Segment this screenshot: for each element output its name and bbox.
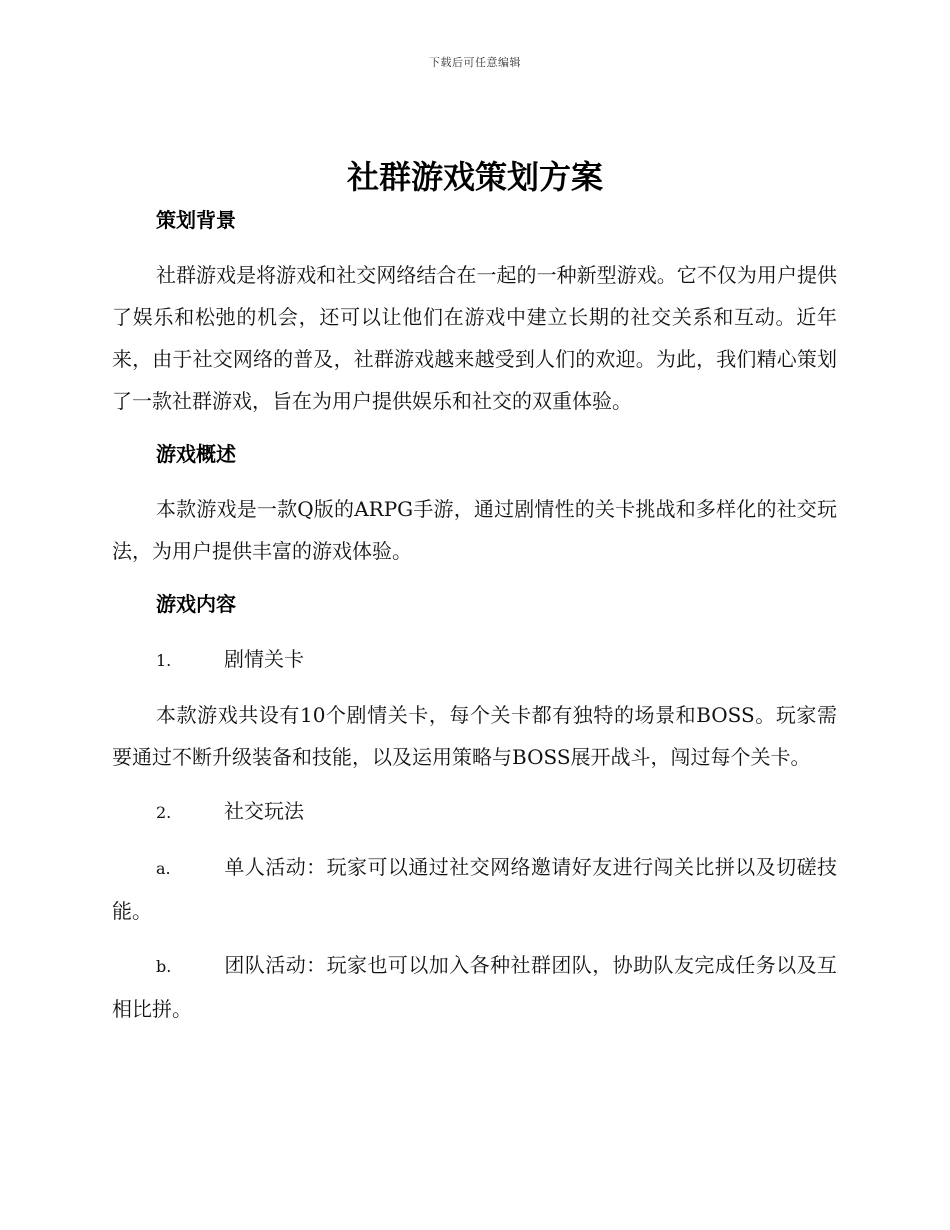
document-body [112,200,837,1042]
section-heading-content: 游戏内容 [156,592,236,616]
section-heading-background: 策划背景 [156,208,236,232]
page-header: 下载后可任意编辑 [429,56,521,69]
sub-item-solo-activity [112,846,837,932]
list-marker: 2. [156,803,172,822]
list-item-label: 社交玩法 [224,799,304,823]
list-item-story-levels [112,638,837,682]
list-item-label: 剧情关卡 [224,647,304,671]
story-levels-paragraph: 本款游戏共设有10个剧情关卡，每个关卡都有独特的场景和BOSS。玩家需要通过不断升级装备和技能，以及运用策略与BOSS展开战斗，闯过每个关卡。 [112,703,837,769]
list-item-social-play [112,790,837,834]
sub-marker: a. [156,859,171,878]
sub-item-text: 团队活动：玩家也可以加入各种社群团队，协助队友完成任务以及互相比拼。 [112,953,837,1021]
background-paragraph: 社群游戏是将游戏和社交网络结合在一起的一种新型游戏。它不仅为用户提供了娱乐和松弛的机会，还可以让他们在游戏中建立长期的社交关系和互动。近年来，由于社交网络的普及，社群游戏越来越受到人们的欢迎。为此，我们精心策划了一款社群游戏，旨在为用户提供娱乐和社交的双重体验。 [112,263,837,413]
document-title: 社群游戏策划方案 [346,158,603,196]
sub-marker: b. [156,957,172,976]
list-marker: 1. [156,651,172,670]
section-heading-overview: 游戏概述 [156,442,236,466]
sub-item-team-activity [112,944,837,1030]
sub-item-text: 单人活动：玩家可以通过社交网络邀请好友进行闯关比拼以及切磋技能。 [112,855,837,923]
overview-paragraph: 本款游戏是一款Q版的ARPG手游，通过剧情性的关卡挑战和多样化的社交玩法，为用户提供丰富的游戏体验。 [112,497,837,563]
